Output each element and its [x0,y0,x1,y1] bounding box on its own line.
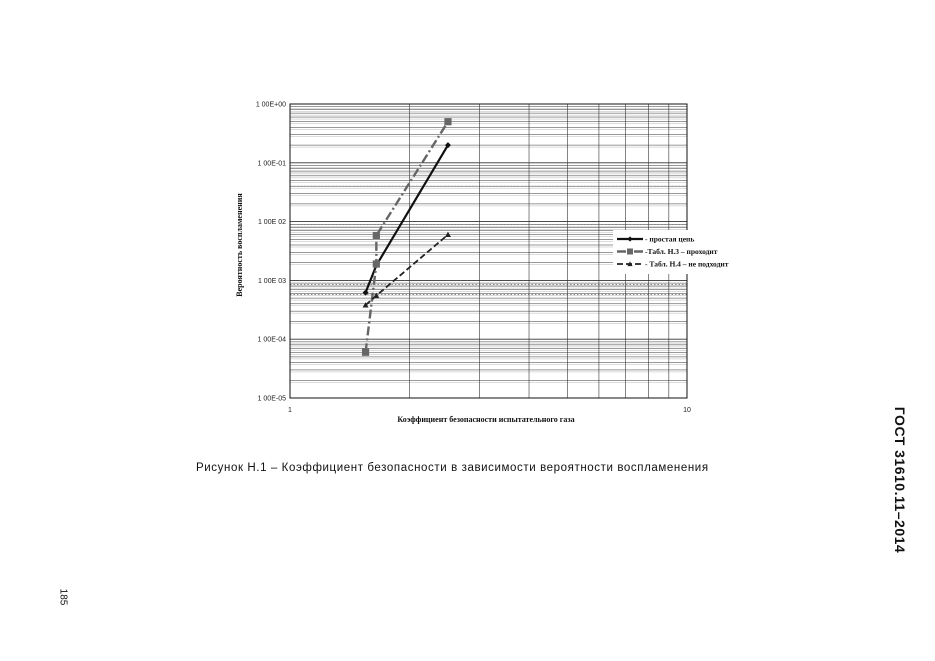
series-2 [362,118,452,356]
series-line [366,145,448,293]
marker-square [444,118,451,125]
y-axis-title: Вероятность воспламенения [235,193,244,297]
marker-square [627,249,633,255]
legend-label: - простая цепь [645,234,695,244]
x-tick-label: 1 [288,407,292,414]
marker-square [373,232,380,239]
standard-code: ГОСТ 31610.11–2014 [892,406,908,554]
y-tick-label: 1 00E-05 [257,395,286,403]
series [362,118,452,356]
x-axis-title: Коэффициент безопасности испытательного газа [397,415,575,424]
figure-caption: Рисунок Н.1 – Коэффициент безопасности в зависимости вероятности воспламенения [196,462,709,474]
y-tick-label: 1 00E-04 [257,336,286,344]
y-tick-label: 1 00E+00 [255,101,286,109]
marker-triangle [445,232,451,237]
y-tick-label: 1 00E 02 [257,219,286,227]
legend-label: -Табл. Н.3 – проходит [645,247,718,257]
legend-label: - Табл. Н.4 – не подходит [645,259,729,269]
marker-square [362,349,369,356]
y-axis-ticks [256,102,286,403]
x-tick-label: 10 [683,407,691,414]
y-tick-label: 1 00E 03 [257,277,286,285]
marker-square [373,260,380,267]
legend [613,230,738,274]
marker-diamond [363,290,369,296]
page-number: 185 [57,588,69,606]
x-axis-ticks [288,407,691,414]
y-tick-label: 1 00E-01 [257,160,286,168]
